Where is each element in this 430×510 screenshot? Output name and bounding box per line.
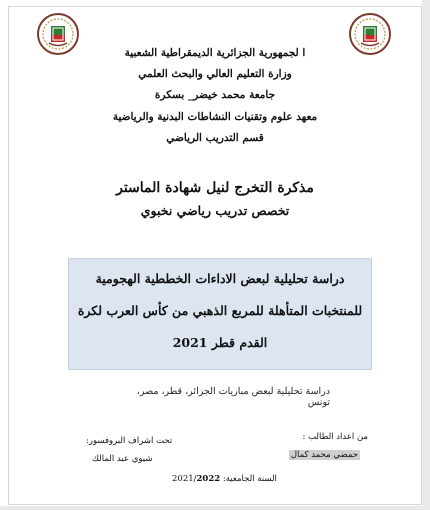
topic-line-3: القدم قطر 2021 [172, 335, 268, 350]
thesis-specialty: تخصص تدريب رياضي نخبوي [140, 203, 290, 218]
sub-topic: دراسة تحليلية لبعض مباريات الجزائر، قطر، مصر، تونس [136, 386, 330, 408]
viewer-edge-bottom [0, 506, 430, 510]
header-republic: ا لجمهورية الجزائرية الديمقراطية الشعبية [124, 47, 306, 59]
header-ministry: وزارة التعليم العالي والبحث العلمي [138, 68, 292, 80]
topic-line-1: دراسة تحليلية لبعض الاداءات الخططية الهجومية [95, 271, 345, 286]
student-label: من اعداد الطالب : [302, 432, 368, 442]
supervisor-name: شيوي عبد المالك [92, 454, 153, 464]
thesis-title: مذكرة التخرج لنيل شهادة الماستر [116, 180, 314, 196]
header-university: جامعة محمد خيضر_ بسكرة [154, 89, 276, 101]
header-institute: معهد علوم وتقنيات النشاطات البدنية والرياضية [112, 111, 318, 123]
supervisor-label: تحت اشراف البروفسور: [86, 436, 173, 446]
topic-line-2: للمنتخبات المتأهلة للمربع الذهبي من كأس العرب لكرة [77, 303, 363, 318]
header-department: قسم التدريب الرياضي [166, 132, 264, 144]
topic-box [68, 258, 372, 370]
student-name: حمضي محمد كمال [290, 450, 358, 460]
academic-year: السنة الجامعية: 2021/2022 [172, 474, 277, 484]
